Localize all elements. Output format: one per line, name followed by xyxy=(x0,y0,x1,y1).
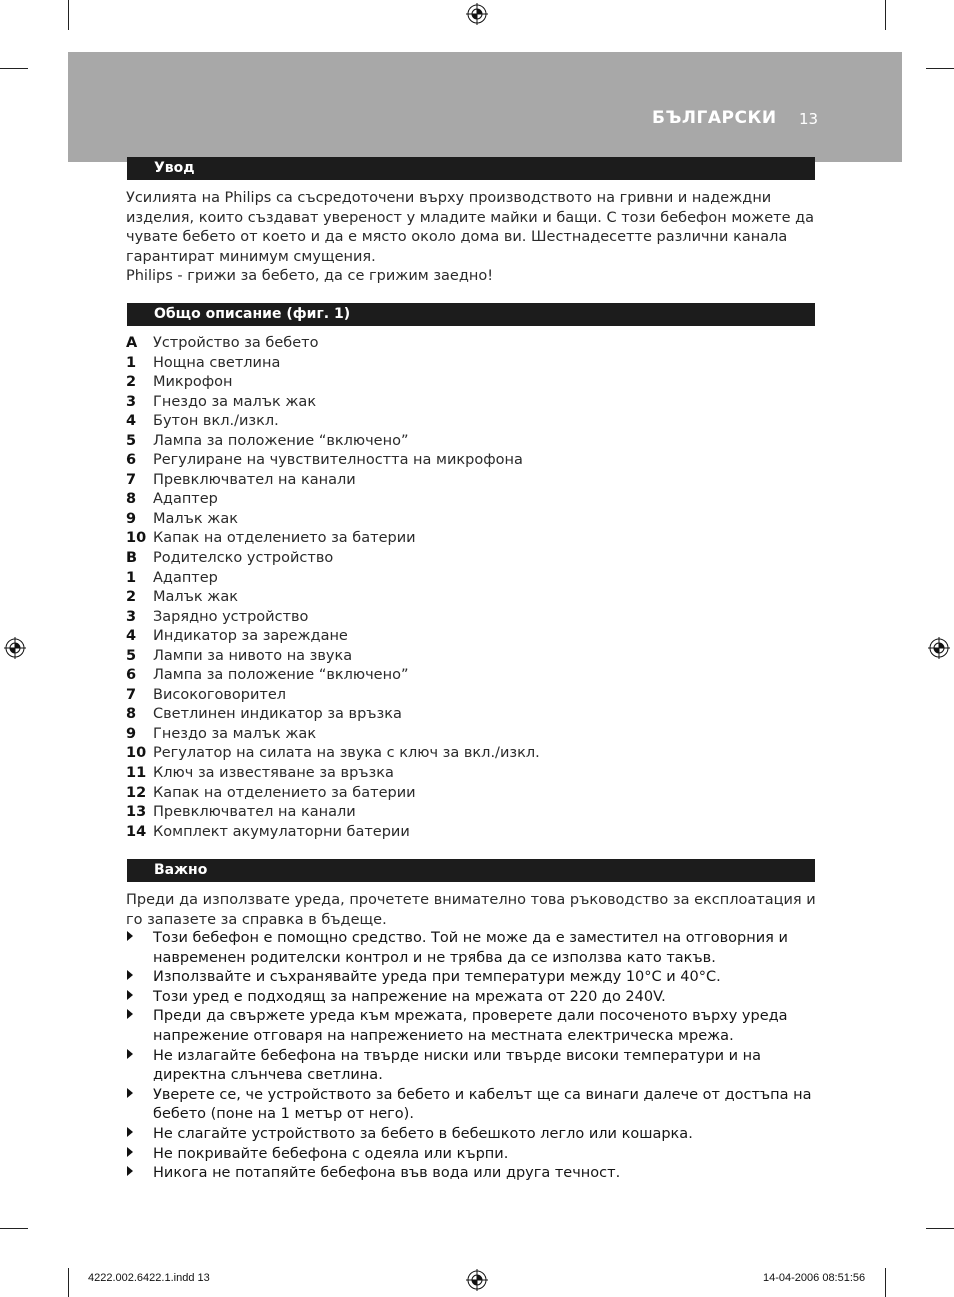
warning-list xyxy=(126,929,826,1184)
list-item-key: 5 xyxy=(126,432,137,449)
list-item-text: Лампи за нивото на звука xyxy=(153,647,353,664)
list-item-text: Превключвател на канали xyxy=(153,804,356,821)
list-item-text: Гнездо за малък жак xyxy=(153,725,317,742)
list-item xyxy=(126,1164,826,1184)
crop-mark xyxy=(926,1228,954,1229)
triangle-bullet-icon xyxy=(126,968,153,988)
warning-text: Не слагайте устройството за бебето в бебешкото легло или кошарка. xyxy=(153,1125,693,1142)
list-item-key: 13 xyxy=(126,804,147,821)
crop-mark xyxy=(885,1268,886,1297)
list-item xyxy=(126,373,826,393)
list-item-key: 4 xyxy=(126,413,137,430)
section-heading-intro: Увод xyxy=(127,157,815,180)
list-item-key: 7 xyxy=(126,471,137,488)
list-item-key: 5 xyxy=(126,647,137,664)
list-item xyxy=(126,510,826,530)
header-band xyxy=(68,52,902,162)
intro-paragraph: Усилията на Philips са съсредоточени върху производството на гривни и надеждни изделия, които създават увереност у младите майки и бащи. С този бебефон можете да чувате бебето от което и да е място около дома ви. Шестнадесетте различни канала гарантират минимум смущения. xyxy=(126,190,815,265)
list-item xyxy=(126,929,826,968)
list-item-text: Лампа за положение “включено” xyxy=(153,432,409,449)
list-item xyxy=(126,1007,826,1046)
list-item xyxy=(126,784,826,804)
list-item-key: 2 xyxy=(126,374,137,391)
list-item-text: Малък жак xyxy=(153,589,238,606)
triangle-bullet-icon xyxy=(126,988,153,1008)
list-item xyxy=(126,627,826,647)
list-item-text: Гнездо за малък жак xyxy=(153,393,317,410)
list-item-text: Капак на отделението за батерии xyxy=(153,530,416,547)
warning-text: Този уред е подходящ за напрежение на мрежата от 220 до 240V. xyxy=(153,988,666,1005)
crop-mark xyxy=(926,68,954,69)
parts-list xyxy=(126,334,826,842)
registration-mark-icon xyxy=(466,1269,488,1291)
warning-text: Преди да свържете уреда към мрежата, проверете дали посоченото върху уреда напрежение отговаря на напрежението на местната електрическа мрежа. xyxy=(153,1008,788,1044)
list-item-text: Лампа за положение “включено” xyxy=(153,667,409,684)
list-item-text: Родителско устройство xyxy=(153,550,334,567)
language-title: БЪЛГАРСКИ xyxy=(652,108,777,128)
warning-text: Този бебефон е помощно средство. Той не може да е заместител на отговорния и навременен родителски контрол и не трябва да се използва като такъв. xyxy=(153,930,788,966)
list-item-key: 3 xyxy=(126,608,137,625)
list-item-key: 2 xyxy=(126,589,137,606)
list-item-key: 6 xyxy=(126,452,137,469)
list-item xyxy=(126,666,826,686)
list-item-text: Капак на отделението за батерии xyxy=(153,784,416,801)
list-item-key: 8 xyxy=(126,706,137,723)
list-item-text: Бутон вкл./изкл. xyxy=(153,413,279,430)
list-item-text: Ключ за известяване за връзка xyxy=(153,765,394,782)
list-item xyxy=(126,1086,826,1125)
list-item xyxy=(126,823,826,843)
page-number: 13 xyxy=(799,110,819,128)
list-item-text: Регулиране на чувствителността на микрофона xyxy=(153,452,523,469)
crop-mark xyxy=(0,1228,28,1229)
list-item-key: 7 xyxy=(126,686,137,703)
list-item xyxy=(126,686,826,706)
list-item-text: Малък жак xyxy=(153,510,238,527)
registration-mark-icon xyxy=(466,3,488,25)
list-item xyxy=(126,968,826,988)
list-item-text: Зарядно устройство xyxy=(153,608,309,625)
crop-mark xyxy=(885,0,886,30)
list-item-key: 10 xyxy=(126,745,147,762)
list-item-text: Високоговорител xyxy=(153,686,287,703)
list-item-text: Устройство за бебето xyxy=(153,335,319,351)
list-item xyxy=(126,744,826,764)
triangle-bullet-icon xyxy=(126,1164,153,1184)
list-item xyxy=(126,569,826,589)
list-item-text: Нощна светлина xyxy=(153,354,281,371)
list-item xyxy=(126,608,826,628)
list-item-key: 14 xyxy=(126,823,147,840)
section-heading-important: Важно xyxy=(127,859,815,882)
warning-text: Никога не потапяйте бебефона във вода или друга течност. xyxy=(153,1165,621,1182)
warning-text: Уверете се, че устройството за бебето и кабелът ще са винаги далече от достъпа на бебето (поне на 1 метър от него). xyxy=(153,1086,812,1123)
list-item xyxy=(126,803,826,823)
warning-text: Използвайте и съхранявайте уреда при температури между 10°C и 40°C. xyxy=(153,969,721,986)
list-item-key: 3 xyxy=(126,393,137,410)
crop-mark xyxy=(68,0,69,30)
list-item xyxy=(126,529,826,549)
section-heading-description: Общо описание (фиг. 1) xyxy=(127,303,815,326)
list-item-key: 10 xyxy=(126,530,147,547)
list-item xyxy=(126,412,826,432)
triangle-bullet-icon xyxy=(126,1145,153,1165)
list-item-text: Индикатор за зареждане xyxy=(153,628,348,645)
triangle-bullet-icon xyxy=(126,1007,153,1046)
crop-mark xyxy=(0,68,28,69)
list-item xyxy=(126,432,826,452)
intro-tagline: Philips - грижи за бебето, да се грижим заедно! xyxy=(126,268,494,284)
list-item-key: A xyxy=(126,335,138,351)
list-item-text: Адаптер xyxy=(153,569,218,586)
list-item-key: 6 xyxy=(126,667,137,684)
list-item-key: 4 xyxy=(126,628,137,645)
footer-timestamp: 14-04-2006 08:51:56 xyxy=(763,1272,866,1284)
triangle-bullet-icon xyxy=(126,1047,153,1086)
list-item xyxy=(126,705,826,725)
registration-mark-icon xyxy=(928,637,950,659)
list-item xyxy=(126,988,826,1008)
list-item-key: 9 xyxy=(126,725,137,742)
list-item-key: 12 xyxy=(126,784,147,801)
registration-mark-icon xyxy=(4,637,26,659)
list-item xyxy=(126,334,826,354)
list-item xyxy=(126,1145,826,1165)
list-item xyxy=(126,588,826,608)
crop-mark xyxy=(68,1268,69,1297)
list-item-text: Превключвател на канали xyxy=(153,471,356,488)
list-item-key: 9 xyxy=(126,510,137,527)
list-item xyxy=(126,549,826,569)
list-item xyxy=(126,1125,826,1145)
triangle-bullet-icon xyxy=(126,929,153,968)
list-item-text: Регулатор на силата на звука с ключ за вкл./изкл. xyxy=(153,745,540,762)
list-item-key: B xyxy=(126,550,138,567)
list-item-text: Микрофон xyxy=(153,374,233,391)
list-item xyxy=(126,393,826,413)
list-item-key: 1 xyxy=(126,569,137,586)
list-item-key: 11 xyxy=(126,765,147,782)
footer-file: 4222.002.6422.1.indd 13 xyxy=(88,1272,210,1284)
list-item xyxy=(126,354,826,374)
list-item xyxy=(126,490,826,510)
list-item-key: 1 xyxy=(126,354,137,371)
list-item-key: 8 xyxy=(126,491,137,508)
list-item xyxy=(126,764,826,784)
list-item xyxy=(126,647,826,667)
list-item xyxy=(126,471,826,491)
list-item-text: Светлинен индикатор за връзка xyxy=(153,706,402,723)
list-item-text: Адаптер xyxy=(153,491,218,508)
list-item xyxy=(126,725,826,745)
triangle-bullet-icon xyxy=(126,1125,153,1145)
warning-text: Не излагайте бебефона на твърде ниски или твърде високи температури и на директна слънчева светлина. xyxy=(153,1047,762,1084)
warning-text: Не покривайте бебефона с одеяла или кърпи. xyxy=(153,1145,509,1162)
list-item xyxy=(126,1047,826,1086)
important-intro: Преди да използвате уреда, прочетете внимателно това ръководство за експлоатация и го запазете за справка в бъдеще. xyxy=(126,892,816,928)
list-item xyxy=(126,451,826,471)
triangle-bullet-icon xyxy=(126,1086,153,1125)
list-item-text: Комплект акумулаторни батерии xyxy=(153,823,410,840)
